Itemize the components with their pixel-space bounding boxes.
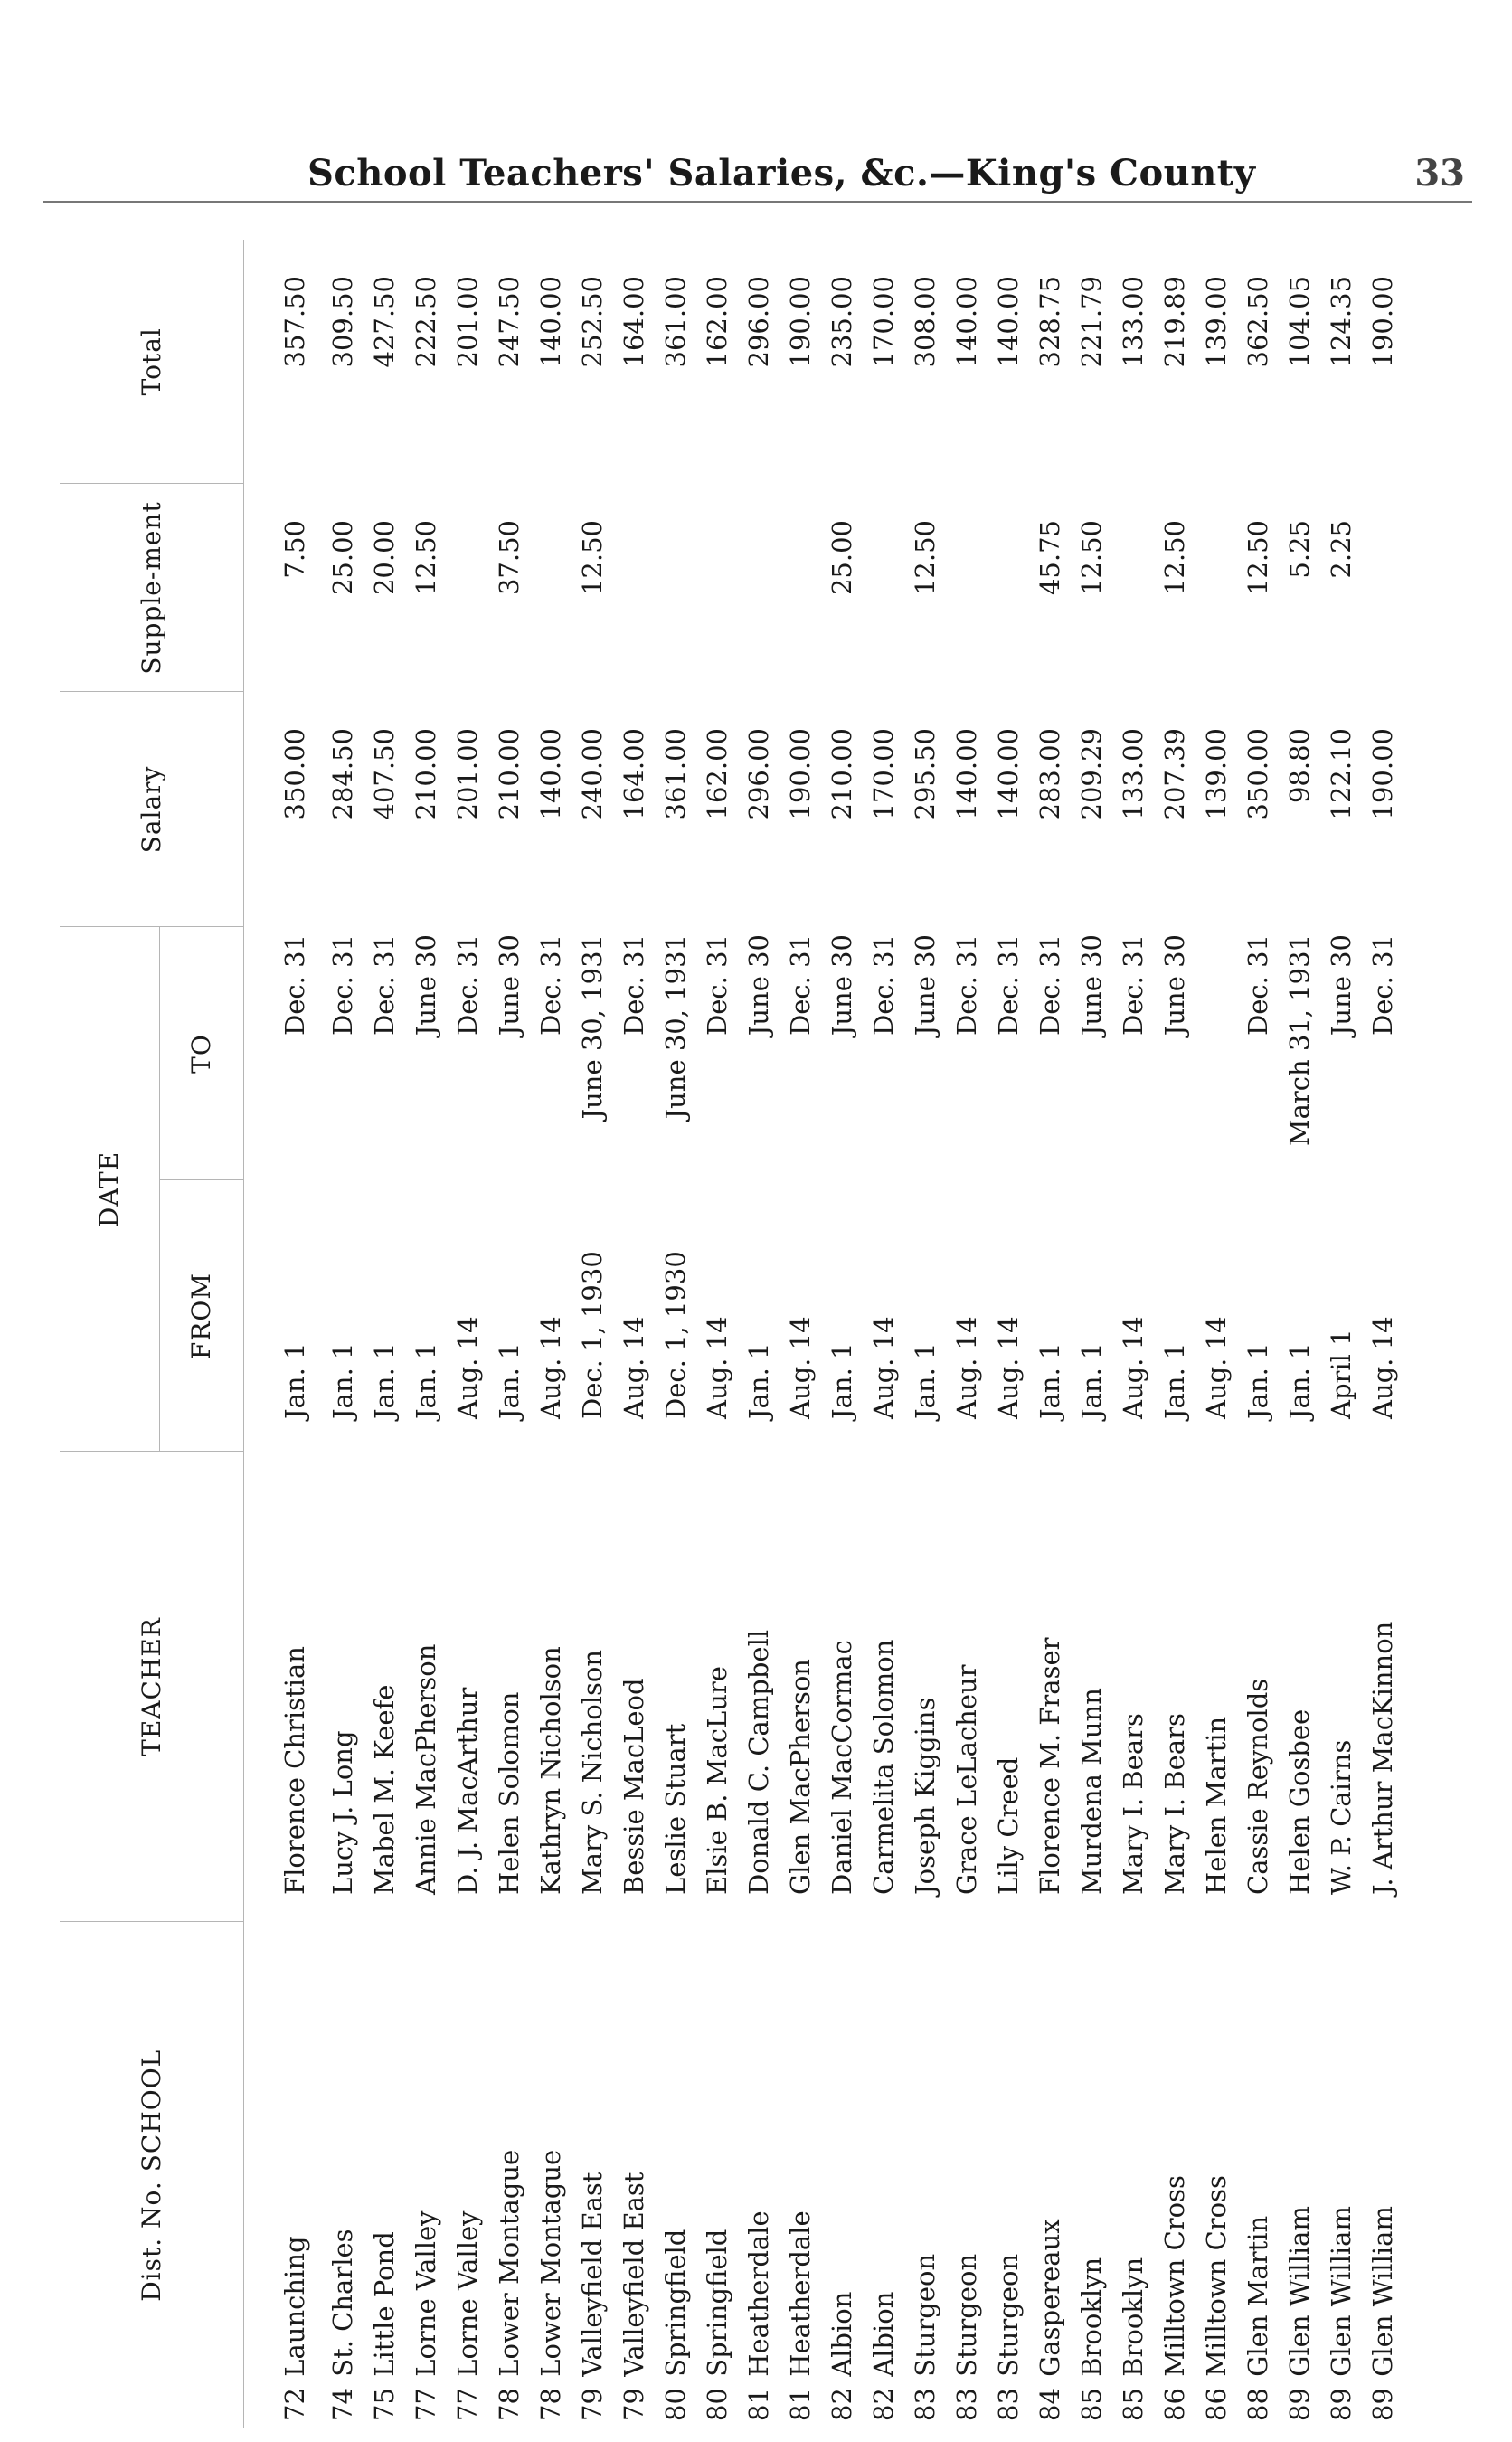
total-value: 361.00: [659, 275, 691, 368]
date-from: Jan. 1: [1075, 1342, 1107, 1419]
col-header-school: Dist. No. SCHOOL: [60, 1922, 244, 2428]
dist-number: 84: [1034, 2388, 1065, 2421]
salary-value: 122.10: [1325, 727, 1356, 820]
date-to: Dec. 31: [701, 933, 732, 1036]
dist-number: 77: [410, 2388, 441, 2421]
school-cell: [1237, 1922, 1279, 2428]
date-from: Aug. 14: [534, 1316, 566, 1419]
date-from: Aug. 14: [451, 1316, 483, 1419]
col-header-total: Total: [60, 240, 244, 484]
total-value: 170.00: [867, 275, 899, 368]
teacher-name: Cassie Reynolds: [1242, 1678, 1273, 1895]
salary-value: 162.00: [701, 727, 732, 820]
teacher-name: Mary I. Bears: [1117, 1713, 1148, 1895]
date-to: June 30: [742, 933, 774, 1036]
school-cell: [738, 1922, 780, 2428]
supplement-value: 5.25: [1283, 519, 1315, 579]
table-row: [738, 240, 780, 2428]
school-cell: [572, 1922, 613, 2428]
supplement-value: [738, 484, 780, 692]
supplement-value: [1195, 484, 1237, 692]
dist-number: 89: [1366, 2388, 1398, 2421]
col-header-supplement: Supple-ment: [60, 484, 244, 692]
table-row: [613, 240, 655, 2428]
table-row: [572, 240, 613, 2428]
table-row: [364, 240, 405, 2428]
school-cell: [613, 1922, 655, 2428]
salary-value: 140.00: [950, 727, 982, 820]
school-name: Little Pond: [368, 2231, 400, 2377]
school-cell: [1320, 1922, 1362, 2428]
date-to: June 30: [909, 933, 940, 1036]
salary-value: 209.29: [1075, 727, 1107, 820]
teacher-name: Mabel M. Keefe: [368, 1684, 400, 1895]
supplement-value: 12.50: [1075, 519, 1107, 596]
rotated-table-wrapper: [60, 240, 1452, 2428]
supplement-value: [946, 484, 988, 692]
date-from: Aug. 14: [618, 1316, 649, 1419]
table-row: [322, 240, 364, 2428]
total-value: 357.50: [279, 275, 310, 368]
table-row: [1195, 240, 1237, 2428]
school-cell: [863, 1922, 904, 2428]
school-cell: [1195, 1922, 1237, 2428]
salary-value: 407.50: [368, 727, 400, 820]
total-value: 328.75: [1034, 275, 1065, 368]
dist-number: 74: [326, 2388, 358, 2421]
school-cell: [322, 1922, 364, 2428]
table-row: [1237, 240, 1279, 2428]
total-value: 222.50: [410, 275, 441, 368]
total-value: 140.00: [534, 275, 566, 368]
dist-number: 79: [618, 2388, 649, 2421]
date-from: Jan. 1: [326, 1342, 358, 1419]
dist-number: 82: [826, 2388, 857, 2421]
total-value: 140.00: [992, 275, 1024, 368]
supplement-value: [1112, 484, 1154, 692]
dist-number: 75: [368, 2388, 400, 2421]
school-name: Glen William: [1283, 2206, 1315, 2377]
date-from: Dec. 1, 1930: [576, 1251, 608, 1419]
table-row: [1362, 240, 1403, 2428]
date-to: Dec. 31: [950, 933, 982, 1036]
salary-value: 283.00: [1034, 727, 1065, 820]
school-cell: [696, 1922, 738, 2428]
school-cell: [655, 1922, 696, 2428]
date-to: Dec. 31: [784, 933, 816, 1036]
table-row: [988, 240, 1029, 2428]
table-row: [1154, 240, 1195, 2428]
teacher-name: Carmelita Solomon: [867, 1639, 899, 1895]
date-to: Dec. 31: [1242, 933, 1273, 1036]
date-from: Aug. 14: [867, 1316, 899, 1419]
date-to: Dec. 31: [1366, 933, 1398, 1036]
date-to: June 30: [410, 933, 441, 1036]
school-name: Heatherdale: [784, 2210, 816, 2377]
teacher-name: Lucy J. Long: [326, 1730, 358, 1895]
school-name: Heatherdale: [742, 2210, 774, 2377]
total-value: 124.35: [1325, 275, 1356, 368]
salary-value: 190.00: [784, 727, 816, 820]
date-to: Dec. 31: [1117, 933, 1148, 1036]
total-value: 190.00: [1366, 275, 1398, 368]
table-row: [1029, 240, 1071, 2428]
school-name: Gaspereaux: [1034, 2219, 1065, 2377]
supplement-value: 12.50: [576, 519, 608, 596]
school-name: Sturgeon: [992, 2253, 1024, 2377]
date-from: Jan. 1: [1283, 1342, 1315, 1419]
page-title: School Teachers' Salaries, &c.—King's County: [307, 152, 1256, 194]
date-from: April 1: [1325, 1329, 1356, 1419]
date-to: June 30: [1325, 933, 1356, 1036]
dist-number: 85: [1075, 2388, 1107, 2421]
supplement-value: 12.50: [1158, 519, 1190, 596]
header-rule: [43, 201, 1472, 203]
date-to: March 31, 1931: [1283, 933, 1315, 1147]
school-cell: [1362, 1922, 1403, 2428]
teacher-name: Glen MacPherson: [784, 1659, 816, 1895]
total-value: 252.50: [576, 275, 608, 368]
date-from: Aug. 14: [701, 1316, 732, 1419]
salary-value: 295.50: [909, 727, 940, 820]
col-header-salary: Salary: [60, 692, 244, 927]
dist-number: 72: [279, 2388, 310, 2421]
teacher-name: Mary S. Nicholson: [576, 1649, 608, 1895]
salary-value: 210.00: [826, 727, 857, 820]
dist-number: 78: [493, 2388, 524, 2421]
total-value: 133.00: [1117, 275, 1148, 368]
total-value: 247.50: [493, 275, 524, 368]
supplement-value: 2.25: [1325, 519, 1356, 579]
date-to: June 30, 1931: [576, 933, 608, 1120]
dist-number: 79: [576, 2388, 608, 2421]
date-from: Aug. 14: [992, 1316, 1024, 1419]
total-value: 164.00: [618, 275, 649, 368]
date-to: Dec. 31: [867, 933, 899, 1036]
page-number: 33: [1414, 152, 1465, 194]
salary-value: 361.00: [659, 727, 691, 820]
teacher-name: Donald C. Campbell: [742, 1629, 774, 1895]
total-value: 427.50: [368, 275, 400, 368]
date-to: June 30: [826, 933, 857, 1036]
supplement-value: 12.50: [909, 519, 940, 596]
date-from: Dec. 1, 1930: [659, 1251, 691, 1419]
school-name: Milltown Cross: [1158, 2175, 1190, 2377]
total-value: 221.79: [1075, 275, 1107, 368]
date-to: Dec. 31: [1034, 933, 1065, 1036]
dist-number: 77: [451, 2388, 483, 2421]
table-row: [1279, 240, 1320, 2428]
salary-value: 139.00: [1200, 727, 1232, 820]
school-name: Sturgeon: [909, 2253, 940, 2377]
date-from: Jan. 1: [368, 1342, 400, 1419]
table-row: [821, 240, 863, 2428]
supplement-value: 25.00: [326, 519, 358, 596]
teacher-name: Grace LeLacheur: [950, 1664, 982, 1895]
salary-value: 190.00: [1366, 727, 1398, 820]
teacher-name: Daniel MacCormac: [826, 1640, 857, 1895]
school-name: Sturgeon: [950, 2253, 982, 2377]
total-value: 296.00: [742, 275, 774, 368]
dist-number: 86: [1158, 2388, 1190, 2421]
school-cell: [1112, 1922, 1154, 2428]
school-name: Lorne Valley: [451, 2210, 483, 2377]
dist-number: 83: [909, 2388, 940, 2421]
school-cell: [946, 1922, 988, 2428]
school-name: Brooklyn: [1075, 2257, 1107, 2377]
school-name: Valleyfield East: [618, 2172, 649, 2377]
teacher-name: Helen Gosbee: [1283, 1708, 1315, 1895]
teacher-name: Mary I. Bears: [1158, 1713, 1190, 1895]
salary-value: 296.00: [742, 727, 774, 820]
salary-value: 98.80: [1283, 727, 1315, 804]
school-cell: [780, 1922, 821, 2428]
date-to: [1195, 927, 1237, 1180]
total-value: 219.89: [1158, 275, 1190, 368]
school-cell: [821, 1922, 863, 2428]
table-body: [244, 240, 1404, 2428]
date-to: June 30, 1931: [659, 933, 691, 1120]
salary-value: 140.00: [534, 727, 566, 820]
school-name: Lower Montague: [534, 2149, 566, 2377]
supplement-value: [655, 484, 696, 692]
table-row: [696, 240, 738, 2428]
date-from: Jan. 1: [742, 1342, 774, 1419]
school-cell: [1154, 1922, 1195, 2428]
teacher-name: Annie MacPherson: [410, 1643, 441, 1895]
salary-value: 210.00: [493, 727, 524, 820]
total-value: 309.50: [326, 275, 358, 368]
school-cell: [244, 1922, 323, 2428]
teacher-name: Kathryn Nicholson: [534, 1646, 566, 1895]
total-value: 308.00: [909, 275, 940, 368]
dist-number: 82: [867, 2388, 899, 2421]
dist-number: 78: [534, 2388, 566, 2421]
school-cell: [1071, 1922, 1112, 2428]
supplement-value: 45.75: [1034, 519, 1065, 596]
salary-value: 350.00: [279, 727, 310, 820]
table-row: [488, 240, 530, 2428]
dist-number: 80: [701, 2388, 732, 2421]
date-from: Aug. 14: [784, 1316, 816, 1419]
salary-value: 170.00: [867, 727, 899, 820]
teacher-name: Leslie Stuart: [659, 1723, 691, 1895]
supplement-value: [780, 484, 821, 692]
date-from: Aug. 14: [950, 1316, 982, 1419]
table-row: [244, 240, 323, 2428]
col-header-teacher: TEACHER: [60, 1452, 244, 1922]
teacher-name: J. Arthur MacKinnon: [1366, 1621, 1398, 1895]
col-header-date: DATE: [60, 927, 160, 1452]
salary-value: 210.00: [410, 727, 441, 820]
school-cell: [364, 1922, 405, 2428]
supplement-value: [988, 484, 1029, 692]
salary-value: 140.00: [992, 727, 1024, 820]
dist-number: 81: [784, 2388, 816, 2421]
school-cell: [1279, 1922, 1320, 2428]
supplement-value: [613, 484, 655, 692]
date-to: Dec. 31: [618, 933, 649, 1036]
date-from: Jan. 1: [1158, 1342, 1190, 1419]
school-name: Lower Montague: [493, 2149, 524, 2377]
school-name: Glen William: [1325, 2206, 1356, 2377]
school-name: Springfield: [659, 2229, 691, 2377]
date-to: June 30: [1158, 933, 1190, 1036]
school-name: Glen William: [1366, 2206, 1398, 2377]
col-header-to: TO: [160, 927, 244, 1180]
school-cell: [1029, 1922, 1071, 2428]
supplement-value: 12.50: [410, 519, 441, 596]
table-row: [1112, 240, 1154, 2428]
date-to: Dec. 31: [992, 933, 1024, 1036]
date-from: Jan. 1: [410, 1342, 441, 1419]
salary-value: 201.00: [451, 727, 483, 820]
date-to: June 30: [493, 933, 524, 1036]
school-name: Milltown Cross: [1200, 2175, 1232, 2377]
date-to: Dec. 31: [326, 933, 358, 1036]
date-from: Jan. 1: [493, 1342, 524, 1419]
date-to: June 30: [1075, 933, 1107, 1036]
teacher-name: Bessie MacLeod: [618, 1678, 649, 1895]
total-value: 140.00: [950, 275, 982, 368]
school-name: Brooklyn: [1117, 2257, 1148, 2377]
table-row: [405, 240, 447, 2428]
school-cell: [447, 1922, 488, 2428]
total-value: 201.00: [451, 275, 483, 368]
date-from: Aug. 14: [1200, 1316, 1232, 1419]
salary-value: 350.00: [1242, 727, 1273, 820]
dist-number: 85: [1117, 2388, 1148, 2421]
salary-value: 133.00: [1117, 727, 1148, 820]
school-name: Albion: [826, 2291, 857, 2377]
page-header: [307, 152, 1465, 195]
date-from: Aug. 14: [1366, 1316, 1398, 1419]
supplement-value: 37.50: [493, 519, 524, 596]
date-to: Dec. 31: [534, 933, 566, 1036]
salary-value: 164.00: [618, 727, 649, 820]
supplement-value: 12.50: [1242, 519, 1273, 596]
table-row: [863, 240, 904, 2428]
salary-value: 240.00: [576, 727, 608, 820]
total-value: 139.00: [1200, 275, 1232, 368]
teacher-name: Murdena Munn: [1075, 1688, 1107, 1895]
school-name: Valleyfield East: [576, 2172, 608, 2377]
school-name: Glen Martin: [1242, 2215, 1273, 2377]
dist-number: 89: [1325, 2388, 1356, 2421]
table-row: [1071, 240, 1112, 2428]
table-row: [904, 240, 946, 2428]
teacher-name: W. P. Cairns: [1325, 1739, 1356, 1895]
date-from: Jan. 1: [909, 1342, 940, 1419]
dist-number: 83: [950, 2388, 982, 2421]
teacher-name: D. J. MacArthur: [451, 1687, 483, 1895]
school-cell: [405, 1922, 447, 2428]
dist-number: 86: [1200, 2388, 1232, 2421]
school-name: Albion: [867, 2291, 899, 2377]
supplement-value: [1362, 484, 1403, 692]
total-value: 104.05: [1283, 275, 1315, 368]
date-from: Jan. 1: [826, 1342, 857, 1419]
date-from: Jan. 1: [279, 1342, 310, 1419]
teacher-name: Helen Martin: [1200, 1716, 1232, 1895]
table-row: [946, 240, 988, 2428]
teacher-name: Helen Solomon: [493, 1691, 524, 1895]
school-name: Launching: [279, 2236, 310, 2377]
table-row: [530, 240, 572, 2428]
date-from: Jan. 1: [1242, 1342, 1273, 1419]
supplement-value: [530, 484, 572, 692]
date-to: Dec. 31: [368, 933, 400, 1036]
table-row: [780, 240, 821, 2428]
date-to: Dec. 31: [279, 933, 310, 1036]
total-value: 362.50: [1242, 275, 1273, 368]
supplement-value: 7.50: [279, 519, 310, 579]
school-name: St. Charles: [326, 2229, 358, 2377]
school-cell: [988, 1922, 1029, 2428]
teacher-name: Florence Christian: [279, 1646, 310, 1895]
dist-number: 80: [659, 2388, 691, 2421]
supplement-value: 20.00: [368, 519, 400, 596]
salaries-table: [60, 240, 1403, 2428]
dist-number: 88: [1242, 2388, 1273, 2421]
salary-value: 284.50: [326, 727, 358, 820]
dist-number: 89: [1283, 2388, 1315, 2421]
dist-number: 81: [742, 2388, 774, 2421]
table-row: [447, 240, 488, 2428]
school-cell: [530, 1922, 572, 2428]
date-to: Dec. 31: [451, 933, 483, 1036]
dist-number: 83: [992, 2388, 1024, 2421]
total-value: 162.00: [701, 275, 732, 368]
supplement-value: [447, 484, 488, 692]
teacher-name: Florence M. Fraser: [1034, 1637, 1065, 1895]
supplement-value: [696, 484, 738, 692]
school-name: Springfield: [701, 2229, 732, 2377]
teacher-name: Joseph Kiggins: [909, 1697, 940, 1895]
table-row: [655, 240, 696, 2428]
school-cell: [488, 1922, 530, 2428]
supplement-value: [863, 484, 904, 692]
total-value: 235.00: [826, 275, 857, 368]
table-row: [1320, 240, 1362, 2428]
date-from: Jan. 1: [1034, 1342, 1065, 1419]
teacher-name: Elsie B. MacLure: [701, 1666, 732, 1895]
school-cell: [904, 1922, 946, 2428]
col-header-from: FROM: [160, 1180, 244, 1452]
school-name: Lorne Valley: [410, 2210, 441, 2377]
salary-value: 207.39: [1158, 727, 1190, 820]
teacher-name: Lily Creed: [992, 1756, 1024, 1895]
date-from: Aug. 14: [1117, 1316, 1148, 1419]
supplement-value: 25.00: [826, 519, 857, 596]
total-value: 190.00: [784, 275, 816, 368]
